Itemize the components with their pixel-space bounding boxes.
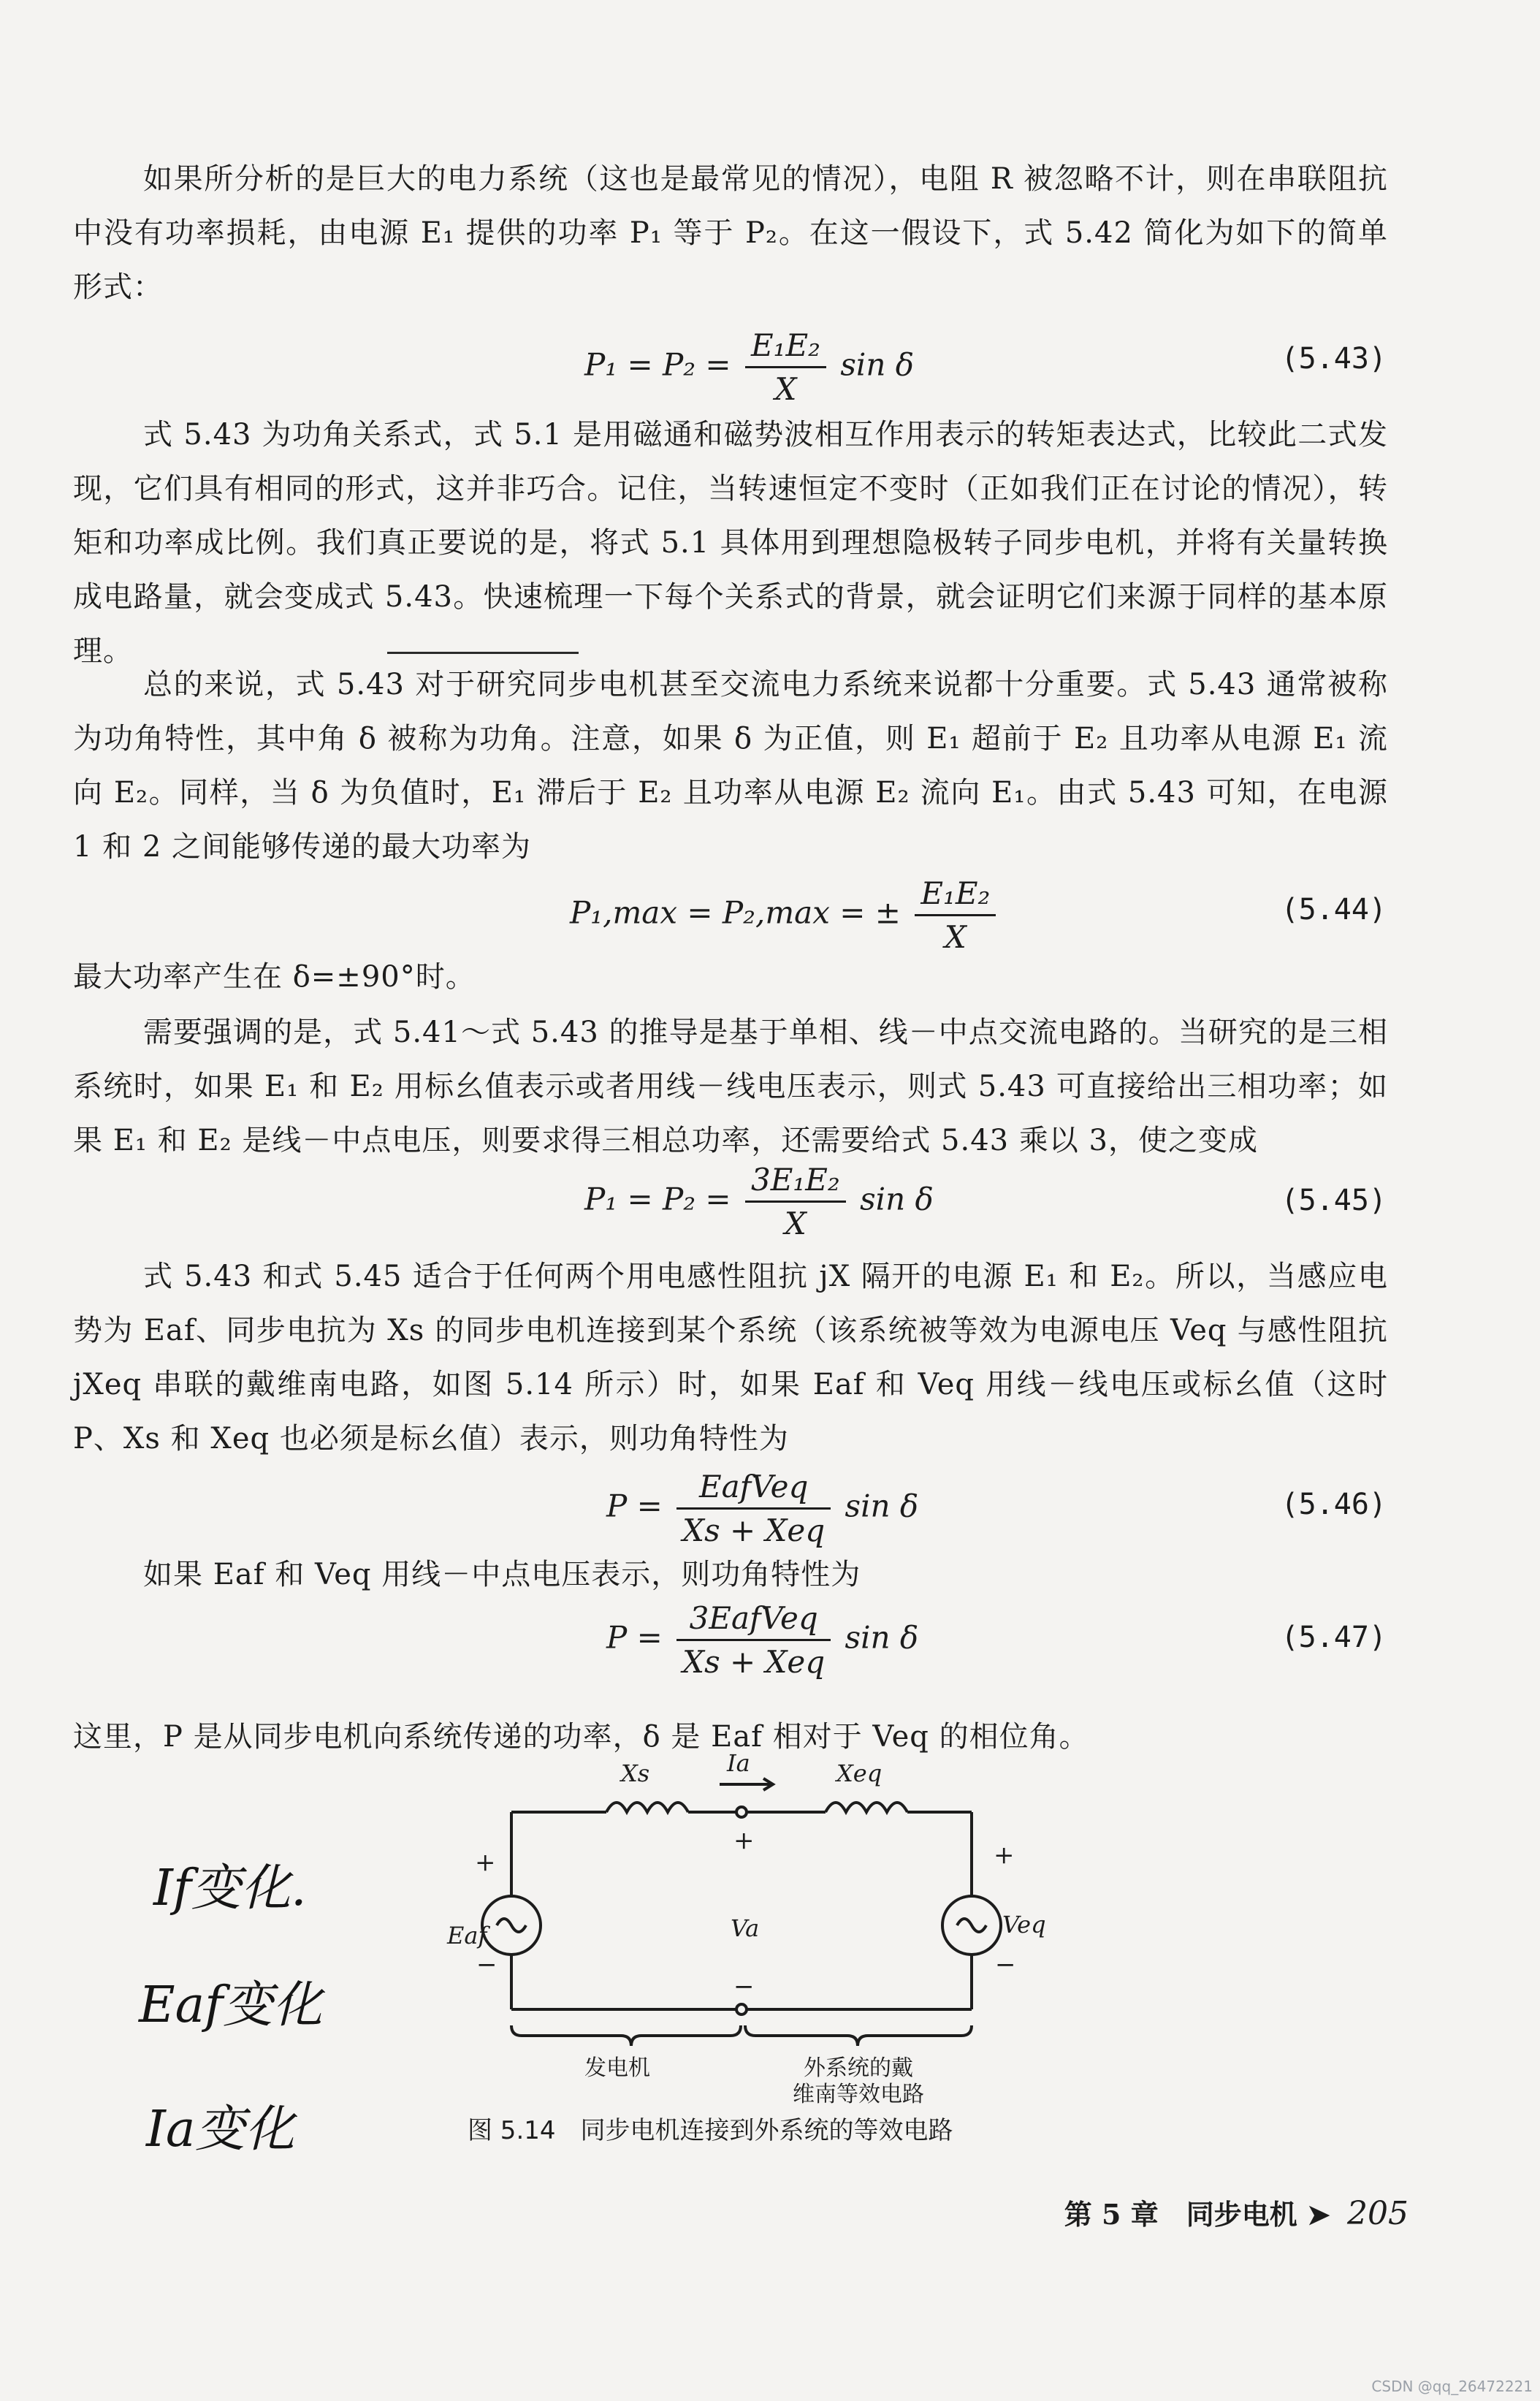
minus-va: − bbox=[733, 1972, 755, 2001]
equation-number-5-44: (5.44) bbox=[1281, 893, 1387, 926]
brace-generator bbox=[511, 2025, 741, 2046]
equation-5-47: P = $\frac{\text{3EafVeq}}{\text{Xs + Xeq}}$ sin δ bbox=[606, 1600, 919, 1680]
label-generator: 发电机 bbox=[584, 2055, 650, 2081]
equation-5-45: P₁ = P₂ = $\frac{\text{3E₁E₂}}{X}$ sin δ bbox=[584, 1162, 934, 1241]
equation-number-5-47: (5.47) bbox=[1281, 1621, 1387, 1654]
paragraph-7: 如果 Eaf 和 Veq 用线－中点电压表示，则功角特性为 bbox=[143, 1558, 861, 1591]
equation-number-5-43: (5.43) bbox=[1281, 342, 1387, 376]
plus-veq: + bbox=[994, 1841, 1015, 1870]
footer-page-number: 205 bbox=[1347, 2195, 1409, 2232]
watermark: CSDN @qq_26472221 bbox=[1371, 2378, 1533, 2395]
paragraph-6: 式 5.43 和式 5.45 适合于任何两个用电感性阻抗 jX 隔开的电源 E₁ 和 E₂。所以，当感应电势为 Eaf、同步电抗为 Xs 的同步电机连接到某个系统（该系统被等效为电源电压 Veq 与感性阻抗 jXeq 串联的戴维南电路，如图 5.14 所示）时，如果 Eaf 和 Veq 用线－线电压或标幺值（这时 P、Xs 和 Xeq 也必须是标幺值）表示，则功角特性为 bbox=[73, 1260, 1388, 1456]
label-va: Va bbox=[731, 1914, 760, 1942]
equation-number-5-45: (5.45) bbox=[1281, 1184, 1387, 1217]
footer-chapter: 第 5 章 同步电机 bbox=[1064, 2198, 1297, 2231]
footer-arrow-icon: ➤ bbox=[1306, 2198, 1330, 2231]
paragraph-3: 总的来说，式 5.43 对于研究同步电机甚至交流电力系统来说都十分重要。式 5.43 通常被称为功角特性，其中角 δ 被称为功角。注意，如果 δ 为正值，则 E₁ 超前于 E₂ 且功率从电源 E₁ 流向 E₂。同样，当 δ 为负值时，E₁ 滞后于 E₂ 且功率从电源 E₂ 流向 E₁。由式 5.43 可知，在电源 1 和 2 之间能够传递的最大功率为 bbox=[73, 668, 1388, 864]
label-external-line1: 外系统的戴 bbox=[804, 2055, 913, 2081]
label-xeq: Xeq bbox=[836, 1759, 883, 1787]
label-external-line2: 维南等效电路 bbox=[793, 2082, 924, 2107]
handwritten-note-2: Eaf变化 bbox=[139, 1976, 323, 2034]
minus-eaf: − bbox=[476, 1950, 498, 1979]
page-footer bbox=[1064, 2192, 1409, 2232]
handwritten-note-1: If变化. bbox=[153, 1860, 307, 1917]
terminal-top bbox=[736, 1807, 747, 1817]
label-eaf: Eaf bbox=[447, 1922, 487, 1949]
equation-5-46: P = $\frac{\text{EafVeq}}{\text{Xs + Xeq}}$ sin δ bbox=[606, 1469, 919, 1548]
plus-va: + bbox=[733, 1826, 755, 1855]
source-veq-tilde bbox=[957, 1919, 986, 1932]
minus-veq: − bbox=[995, 1950, 1016, 1979]
paragraph-5: 需要强调的是，式 5.41～式 5.43 的推导是基于单相、线－中点交流电路的。当研究的是三相系统时，如果 E₁ 和 E₂ 用标幺值表示或者用线－线电压表示，则式 5.43 可直接给出三相功率；如果 E₁ 和 E₂ 是线－中点电压，则要求得三相总功率，还需要给式 5.43 乘以 3，使之变成 bbox=[73, 1016, 1388, 1157]
handwritten-note-3: Ia变化 bbox=[146, 2101, 295, 2158]
handwritten-underline bbox=[387, 652, 579, 654]
equation-5-43: P₁ = P₂ = $\frac{\text{E₁E₂}}{X}$ sin δ bbox=[584, 327, 915, 407]
equation-number-5-46: (5.46) bbox=[1281, 1488, 1387, 1521]
brace-external bbox=[745, 2025, 972, 2046]
paragraph-4: 最大功率产生在 δ=±90°时。 bbox=[73, 960, 476, 994]
label-xs: Xs bbox=[621, 1759, 650, 1787]
plus-eaf: + bbox=[475, 1848, 496, 1877]
equation-5-44: P₁,max = P₂,max = ± $\frac{\text{E₁E₂}}{X}$ bbox=[570, 875, 1000, 955]
figure-caption: 图 5.14 同步电机连接到外系统的等效电路 bbox=[468, 2116, 953, 2145]
paragraph-8: 这里，P 是从同步电机向系统传递的功率，δ 是 Eaf 相对于 Veq 的相位角。 bbox=[73, 1720, 1089, 1754]
circuit-diagram bbox=[438, 1749, 1046, 2107]
inductor-xeq bbox=[826, 1803, 907, 1812]
paragraph-2: 式 5.43 为功角关系式，式 5.1 是用磁通和磁势波相互作用表示的转矩表达式，比较此二式发现，它们具有相同的形式，这并非巧合。记住，当转速恒定不变时（正如我们正在讨论的情况），转矩和功率成比例。我们真正要说的是，将式 5.1 具体用到理想隐极转子同步电机，并将有关量转换成电路量，就会变成式 5.43。快速梳理一下每个关系式的背景，就会证明它们来源于同样的基本原理。 bbox=[73, 418, 1388, 668]
terminal-bottom bbox=[736, 2004, 747, 2014]
label-ia: Ia bbox=[727, 1749, 750, 1777]
label-veq: Veq bbox=[1002, 1911, 1046, 1938]
source-eaf-tilde bbox=[497, 1919, 526, 1932]
inductor-xs bbox=[606, 1803, 688, 1812]
paragraph-1: 如果所分析的是巨大的电力系统（这也是最常见的情况），电阻 R 被忽略不计，则在串联阻抗中没有功率损耗，由电源 E₁ 提供的功率 P₁ 等于 P₂。在这一假设下，式 5.42 简化为如下的简单形式： bbox=[73, 162, 1388, 304]
